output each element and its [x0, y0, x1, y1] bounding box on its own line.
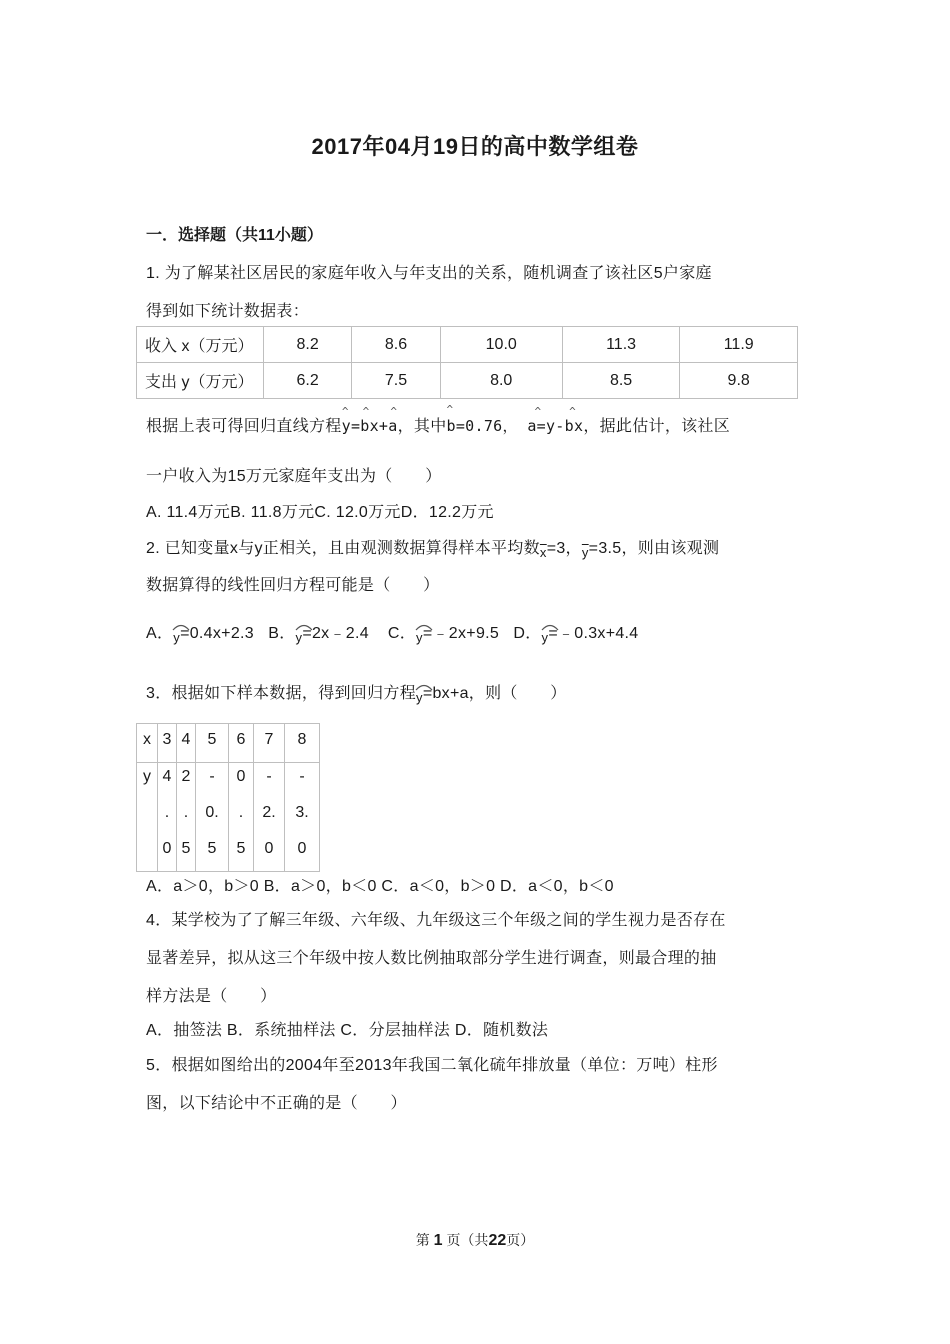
page-number: 1 [433, 1232, 443, 1249]
table-cell [229, 763, 254, 872]
cell-part: 2. [262, 804, 276, 821]
a-value-equation [527, 405, 584, 435]
hat-arc-icon [414, 681, 434, 691]
y-hat-symbol [173, 630, 180, 645]
equation-text: b=0.76， [446, 417, 518, 435]
y-label: y [143, 768, 151, 785]
equation-text: y=bx+a [341, 417, 398, 435]
cell-part: - [209, 768, 215, 785]
table-cell: 11.3 [562, 327, 680, 363]
cell-part: 4 [162, 768, 172, 785]
y-bar-symbol: y [581, 545, 589, 560]
regression-equation [341, 405, 398, 435]
cell-part: 0 [264, 840, 274, 857]
table-row [137, 363, 798, 399]
table-row [137, 763, 320, 872]
q3-data-table [136, 723, 320, 872]
cell-part: . [238, 804, 244, 821]
cell-part: 5 [181, 840, 191, 857]
q1-line1: 1. 为了解某社区居民的家庭年收入与年支出的关系，随机调查了该社区5户家庭 [146, 265, 712, 282]
hat-mark: ^ [446, 403, 454, 416]
cell-part: 2 [181, 768, 191, 785]
table-cell [196, 763, 229, 872]
q1-line3-text: 根据上表可得回归直线方程 [146, 418, 342, 435]
cell-part: . [183, 804, 189, 821]
equation-text: a=y-bx [527, 417, 584, 435]
table-row-label: 收入 x（万元） [137, 327, 264, 363]
option-c: =﹣2x+9.5 [422, 625, 500, 642]
y-hat-symbol [542, 630, 549, 645]
cell-part: 5 [236, 840, 246, 857]
y-hat-symbol [416, 630, 423, 645]
y-symbol: y [416, 690, 423, 705]
table-cell: 4 [177, 724, 196, 763]
q2-line2: 数据算得的线性回归方程可能是（ ） [146, 577, 440, 594]
q1-line3-text: ，据此估计，该社区 [583, 418, 731, 435]
option-label: A． [146, 625, 174, 642]
q4-options: A．抽签法 B．系统抽样法 C．分层抽样法 D．随机数法 [146, 1022, 549, 1039]
page-title: 2017年04月19日的高中数学组卷 [311, 134, 639, 159]
table-cell: 7 [254, 724, 285, 763]
q1-line4: 一户收入为15万元家庭年支出为（ ） [146, 468, 442, 485]
q1-line3 [146, 403, 731, 436]
table-cell: 5 [196, 724, 229, 763]
table-cell: 10.0 [440, 327, 562, 363]
q2-line1-text: 2. 已知变量x与y正相关，且由观测数据算得样本平均数 [146, 540, 540, 557]
page-footer [0, 1230, 950, 1250]
hat-arc-icon [171, 621, 191, 631]
table-cell: 6.2 [264, 363, 352, 399]
q2-line1 [146, 535, 719, 560]
option-a: =0.4x+2.3 [180, 625, 254, 642]
hat-mark: ^ ^ [534, 405, 577, 418]
cell-part: 0 [297, 840, 307, 857]
q1-line2: 得到如下统计数据表： [146, 303, 310, 320]
total-pages: 22 [488, 1232, 507, 1249]
hat-arc-icon [294, 621, 314, 631]
y-hat-symbol [416, 690, 423, 705]
q4-line1: 4．某学校为了了解三年级、六年级、九年级这三个年级之间的学生视力是否存在 [146, 912, 726, 929]
table-row [137, 327, 798, 363]
q3-line1-text: 3．根据如下样本数据，得到回归方程 [146, 685, 416, 702]
cell-part: - [299, 768, 305, 785]
q5-line1: 5．根据如图给出的2004年至2013年我国二氧化硫年排放量（单位：万吨）柱形 [146, 1057, 718, 1074]
table-cell: 6 [229, 724, 254, 763]
hat-arc-icon [414, 621, 434, 631]
cell-part: 3. [295, 804, 309, 821]
q3-line1 [146, 680, 567, 705]
y-symbol: y [173, 630, 181, 645]
table-cell: 8 [285, 724, 320, 763]
footer-text: 页（共 [446, 1232, 489, 1248]
y-symbol: y [541, 630, 549, 645]
table-cell: 8.6 [352, 327, 440, 363]
b-value-equation [446, 403, 518, 436]
option-label: C． [387, 625, 417, 642]
q3-options: A．a＞0，b＞0 B．a＞0，b＜0 C．a＜0，b＞0 D．a＜0，b＜0 [146, 878, 614, 895]
y-hat-symbol [296, 630, 303, 645]
table-row [137, 724, 320, 763]
q1-data-table [136, 326, 798, 399]
q4-line3: 样方法是（ ） [146, 988, 277, 1005]
y-symbol: y [295, 630, 303, 645]
table-cell: 8.0 [440, 363, 562, 399]
table-cell [158, 763, 177, 872]
cell-part: 0 [236, 768, 246, 785]
option-label: B． [268, 625, 296, 642]
q5-line2: 图，以下结论中不正确的是（ ） [146, 1095, 407, 1112]
table-cell [254, 763, 285, 872]
table-row-label [137, 763, 158, 872]
cell-part: 5 [207, 840, 217, 857]
hat-arc-icon [540, 621, 560, 631]
option-d: =﹣0.3x+4.4 [548, 625, 639, 642]
q2-options [146, 620, 638, 645]
y-symbol: y [416, 630, 423, 645]
table-row-label: x [137, 724, 158, 763]
table-row-label: 支出 y（万元） [137, 363, 264, 399]
cell-part: . [164, 804, 170, 821]
table-cell: 7.5 [352, 363, 440, 399]
table-cell: 11.9 [680, 327, 798, 363]
x-bar-symbol: x [539, 545, 547, 560]
q2-line1-text: =3， [546, 540, 582, 557]
table-cell: 3 [158, 724, 177, 763]
section-heading: 一．选择题（共11小题） [146, 227, 323, 244]
table-cell: 9.8 [680, 363, 798, 399]
footer-text: 页） [506, 1232, 535, 1248]
q1-options: A. 11.4万元B. 11.8万元C. 12.0万元D．12.2万元 [146, 504, 494, 521]
option-label: D． [513, 625, 542, 642]
table-cell [285, 763, 320, 872]
q2-line1-text: =3.5，则由该观测 [588, 540, 720, 557]
q4-line2: 显著差异，拟从这三个年级中按人数比例抽取部分学生进行调查，则最合理的抽 [146, 950, 717, 967]
q3-line1-text: =bx+a，则（ ） [422, 685, 567, 702]
table-cell: 8.2 [264, 327, 352, 363]
footer-text: 第 [415, 1232, 430, 1248]
table-cell [177, 763, 196, 872]
option-b: =2x﹣2.4 [302, 625, 369, 642]
table-cell: 8.5 [562, 363, 680, 399]
hat-mark: ^ ^ ^ [341, 405, 398, 418]
cell-part: - [266, 768, 272, 785]
q1-line3-text: ，其中 [397, 418, 447, 435]
cell-part: 0 [162, 840, 172, 857]
cell-part: 0. [205, 804, 219, 821]
